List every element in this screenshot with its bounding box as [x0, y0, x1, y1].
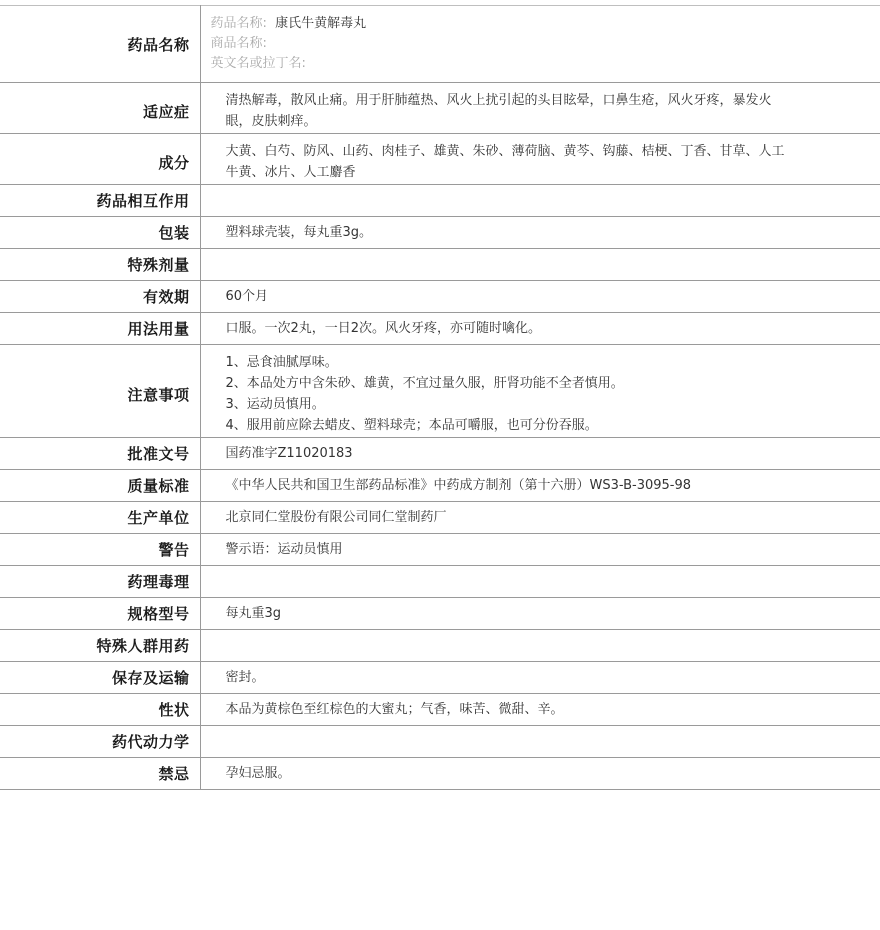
row-label-usage: 用法用量	[0, 313, 200, 345]
row-label-precautions: 注意事项	[0, 345, 200, 438]
row-value-manufacturer: 北京同仁堂股份有限公司同仁堂制药厂	[225, 510, 447, 525]
precaution-item: 1、忌食油腻厚味。	[225, 354, 338, 370]
table-row-special-population	[0, 630, 880, 662]
row-label-pharmacokinetics: 药代动力学	[0, 726, 200, 758]
trade-name-line	[211, 34, 791, 54]
table-row-storage	[0, 662, 880, 694]
table-row-pharmacology	[0, 566, 880, 598]
table-row-shelf-life	[0, 281, 880, 313]
row-value-warning: 警示语：运动员慎用	[225, 542, 343, 557]
row-label-storage: 保存及运输	[0, 662, 200, 694]
row-value-indications: 清热解毒，散风止痛。用于肝肺蕴热、风火上扰引起的头目眩晕，口鼻生疮，风火牙疼，暴发火眼，皮肤刺痒。	[225, 92, 772, 129]
precaution-item: 3、运动员慎用。	[225, 396, 325, 412]
row-value-shelf-life: 60个月	[225, 289, 269, 304]
row-label-shelf-life: 有效期	[0, 281, 200, 313]
drug-info-table	[0, 5, 880, 790]
table-row-standard	[0, 470, 880, 502]
table-row-description	[0, 694, 880, 726]
generic-name-key: 药品名称:	[210, 16, 267, 31]
table-row-special-dosage	[0, 249, 880, 281]
row-label-pharmacology: 药理毒理	[0, 566, 200, 598]
generic-name-line	[211, 14, 791, 34]
row-label-indications: 适应症	[0, 83, 200, 134]
row-value-pharmacology	[200, 566, 880, 598]
table-row-precautions	[0, 345, 880, 438]
row-label-interactions: 药品相互作用	[0, 185, 200, 217]
row-value-special-dosage	[200, 249, 880, 281]
row-label-manufacturer: 生产单位	[0, 502, 200, 534]
row-value-storage: 密封。	[225, 670, 265, 685]
row-label-approval: 批准文号	[0, 438, 200, 470]
row-value-special-population	[200, 630, 880, 662]
row-value-standard: 《中华人民共和国卫生部药品标准》中药成方制剂（第十六册）WS3-B-3095-98	[225, 478, 692, 493]
row-value-specification: 每丸重3g	[225, 606, 282, 621]
english-name-line	[211, 54, 791, 74]
table-row-approval	[0, 438, 880, 470]
table-row-contraindications	[0, 758, 880, 790]
precaution-item: 4、服用前应除去蜡皮、塑料球壳；本品可嚼服，也可分份吞服。	[225, 417, 598, 433]
table-row-drug-name	[0, 6, 880, 83]
precaution-item: 2、本品处方中含朱砂、雄黄，不宜过量久服，肝肾功能不全者慎用。	[225, 375, 624, 391]
table-row-packaging	[0, 217, 880, 249]
row-label-description: 性状	[0, 694, 200, 726]
row-label-contraindications: 禁忌	[0, 758, 200, 790]
table-row-specification	[0, 598, 880, 630]
trade-name-key: 商品名称:	[210, 36, 267, 51]
row-label-special-dosage: 特殊剂量	[0, 249, 200, 281]
row-label-warning: 警告	[0, 534, 200, 566]
table-row-ingredients	[0, 134, 880, 185]
row-value-interactions	[200, 185, 880, 217]
row-label-drug-name: 药品名称	[0, 6, 200, 83]
table-row-usage	[0, 313, 880, 345]
row-value-packaging: 塑料球壳装，每丸重3g。	[225, 225, 373, 240]
row-label-standard: 质量标准	[0, 470, 200, 502]
drug-name-block	[201, 14, 791, 74]
table-row-manufacturer	[0, 502, 880, 534]
row-value-drug-name	[200, 6, 880, 83]
table-row-warning	[0, 534, 880, 566]
table-row-indications	[0, 83, 880, 134]
table-row-pharmacokinetics	[0, 726, 880, 758]
table-row-interactions	[0, 185, 880, 217]
row-value-ingredients: 大黄、白芍、防风、山药、肉桂子、雄黄、朱砂、薄荷脑、黄芩、钩藤、桔梗、丁香、甘草、人工牛黄、冰片、人工麝香	[225, 143, 785, 180]
row-value-precautions	[200, 345, 880, 438]
english-name-key: 英文名或拉丁名:	[210, 56, 306, 71]
row-label-packaging: 包装	[0, 217, 200, 249]
row-value-description: 本品为黄棕色至红棕色的大蜜丸；气香，味苦、微甜、辛。	[225, 702, 564, 717]
row-label-ingredients: 成分	[0, 134, 200, 185]
row-value-usage: 口服。一次2丸，一日2次。风火牙疼，亦可随时噙化。	[225, 321, 542, 336]
row-value-pharmacokinetics	[200, 726, 880, 758]
row-value-contraindications: 孕妇忌服。	[225, 766, 291, 781]
row-label-specification: 规格型号	[0, 598, 200, 630]
row-value-approval: 国药准字Z11020183	[225, 446, 353, 461]
row-label-special-population: 特殊人群用药	[0, 630, 200, 662]
generic-name-value: 康氏牛黄解毒丸	[275, 16, 367, 31]
